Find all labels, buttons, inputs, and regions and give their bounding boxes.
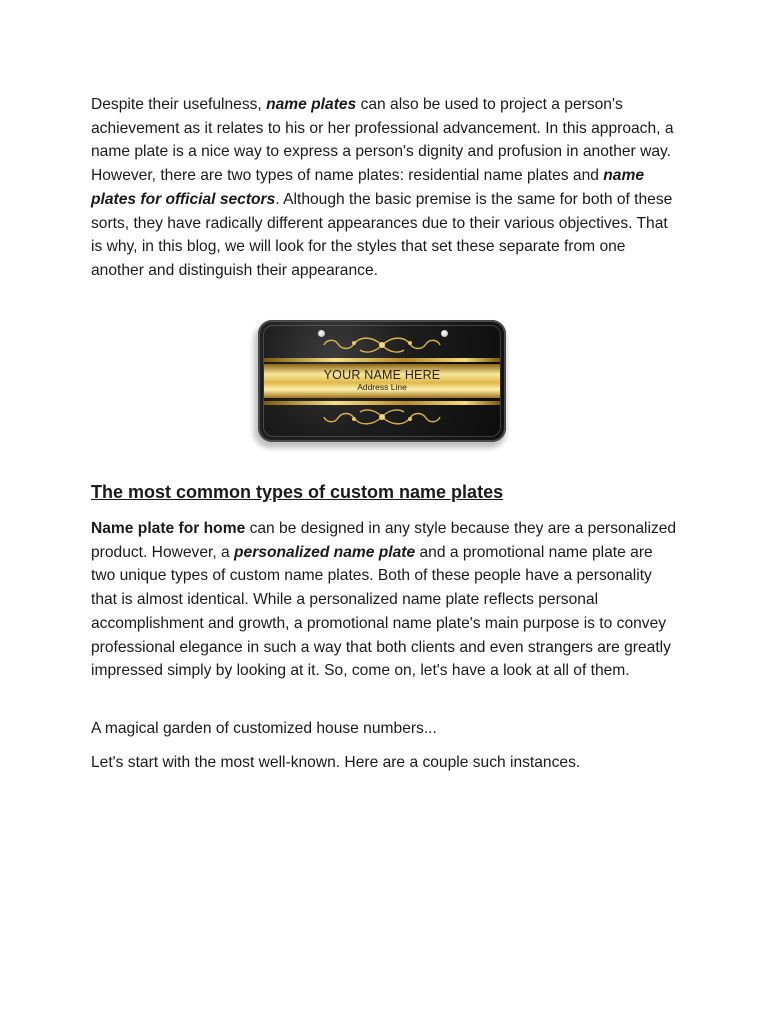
name-plates-emphasis: name plates [266, 96, 357, 113]
plate-name-line: YOUR NAME HERE [323, 368, 441, 382]
black-name-plate [258, 320, 506, 442]
official-sectors-emphasis: name plates for official sectors [91, 167, 645, 208]
personalized-name-plate-emphasis: personalized name plate [234, 543, 416, 561]
gold-floral-ornament-bottom [320, 406, 444, 428]
gold-floral-ornament-top [320, 334, 444, 356]
instances-paragraph: Let's start with the most well-known. Here are a couple such instances. [91, 754, 581, 771]
body-paragraph [91, 517, 681, 683]
gold-stripe-top [264, 358, 500, 362]
intro-paragraph [91, 93, 681, 283]
body-text-1: can be designed in any style because they are a personalized product. However, a [91, 520, 677, 561]
body-text-2: and a promotional name plate are two unique types of custom name plates. Both of these people have a personality that is almost identical. While a personalized name plate reflects personal accomplishment and growth, a promotional name plate's main purpose is to convey professional elegance in such a way that both clients and even strangers are greatly impressed simply by looking at it. So, come on, let's have a look at all of them. [91, 543, 671, 680]
name-plate-image [250, 318, 516, 452]
intro-text-2: can also be used to project a person's achievement as it relates to his or her professional advancement. In this approach, a name plate is a nice way to express a person's dignity and profusion in another way. However, there are two types of name plates: residential name plates and [91, 96, 674, 185]
plate-address-line: Address Line [357, 382, 407, 392]
gold-stripe-bottom [264, 401, 500, 405]
intro-text-1: Despite their usefulness, [91, 96, 267, 113]
house-numbers-paragraph: A magical garden of customized house numbers... [91, 720, 437, 737]
section-heading: The most common types of custom name plates [91, 482, 504, 502]
name-plate-for-home-emphasis: Name plate for home [91, 520, 246, 537]
intro-text-3: . Although the basic premise is the same for both of these sorts, they have radically different appearances due to their various objectives. That is why, in this blog, we will look for the styles that set these separate from one another and distinguish their appearance. [91, 190, 673, 279]
